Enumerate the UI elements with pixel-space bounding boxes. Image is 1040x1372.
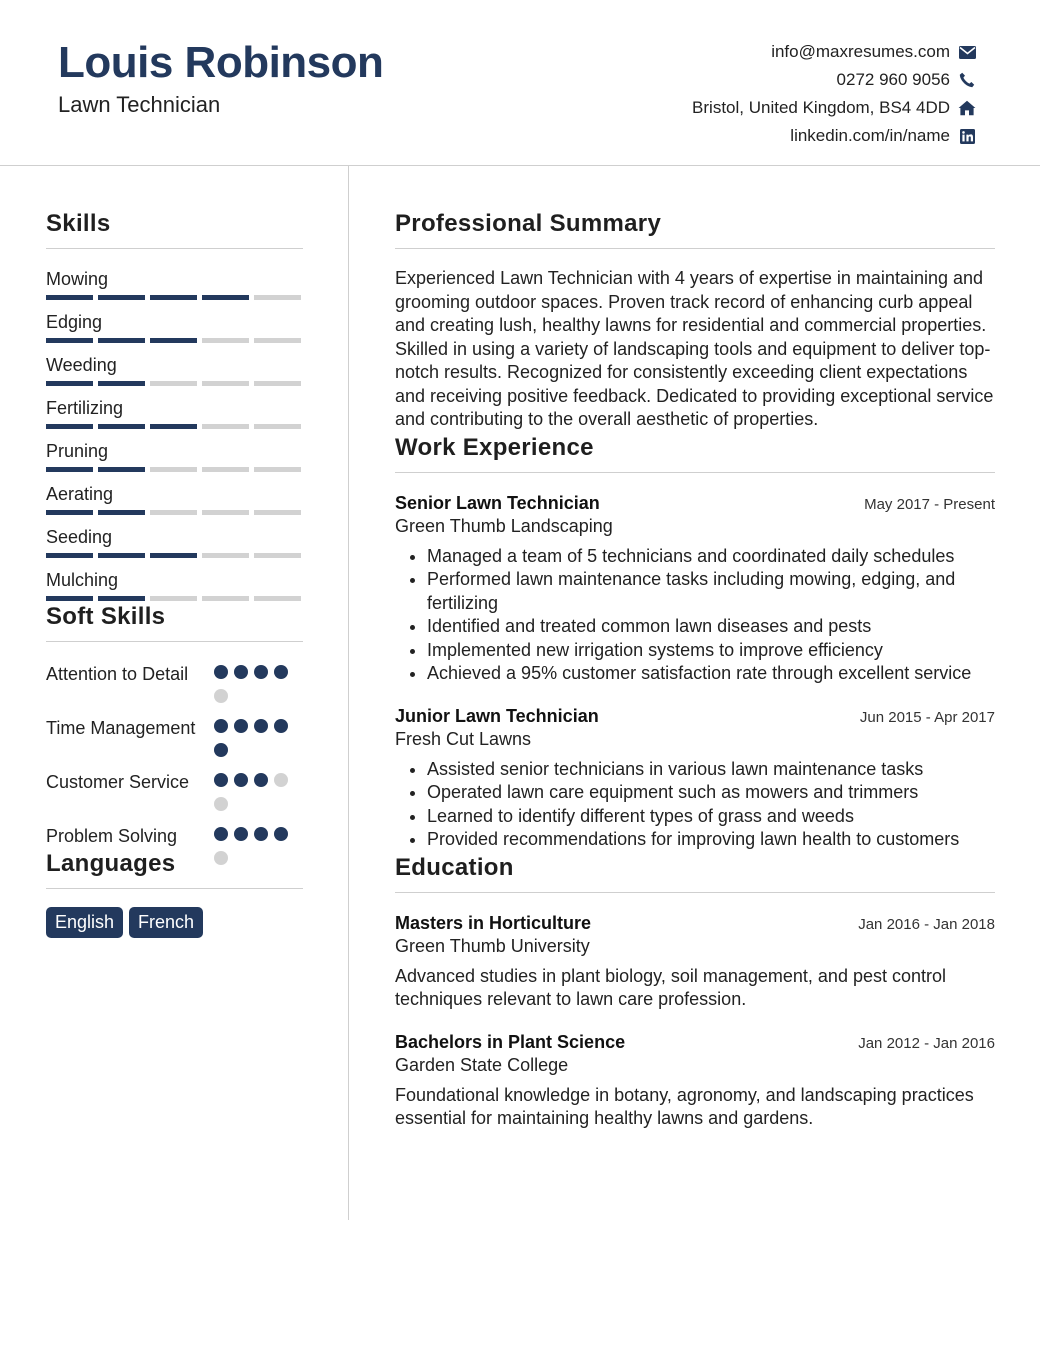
- soft-skill-item: [46, 716, 303, 770]
- skill-item: [46, 439, 303, 482]
- skill-level-bar: [46, 596, 303, 601]
- skill-item: [46, 267, 303, 310]
- skill-item: [46, 396, 303, 439]
- skill-level-segment-filled: [46, 295, 93, 300]
- skill-level-segment-filled: [46, 381, 93, 386]
- job-bullets: [395, 545, 995, 686]
- linkedin-icon: [958, 127, 976, 145]
- skill-level-bar: [46, 381, 303, 386]
- rating-dot-filled: [254, 719, 268, 733]
- rating-dot-filled: [254, 665, 268, 679]
- sidebar: [46, 210, 303, 938]
- skill-level-segment-empty: [254, 467, 301, 472]
- job-bullet: • Performed lawn maintenance tasks including mowing, edging, and fertilizing: [427, 568, 995, 615]
- skill-level-segment-empty: [254, 381, 301, 386]
- skill-name: Mulching: [46, 570, 119, 590]
- skill-level-segment-empty: [202, 596, 249, 601]
- rating-dot-filled: [234, 773, 248, 787]
- contact-linkedin-text: linkedin.com/in/name: [790, 126, 950, 145]
- job-company: Fresh Cut Lawns: [395, 728, 532, 749]
- soft-skill-rating: [214, 773, 294, 824]
- education-header: [395, 1032, 995, 1053]
- skill-level-segment-empty: [202, 424, 249, 429]
- soft-skill-name: Attention to Detail: [46, 664, 189, 684]
- skill-name: Weeding: [46, 355, 117, 375]
- job-role: Junior Lawn Technician: [395, 705, 599, 726]
- skill-item: [46, 525, 303, 568]
- education-degree: Bachelors in Plant Science: [395, 1031, 626, 1052]
- summary-heading: Professional Summary: [395, 210, 995, 249]
- soft-skill-name: Time Management: [46, 718, 196, 738]
- skill-level-bar: [46, 424, 303, 429]
- skill-level-segment-filled: [150, 295, 197, 300]
- experience-heading: Work Experience: [395, 434, 995, 473]
- skill-level-segment-empty: [202, 553, 249, 558]
- languages-heading: Languages: [46, 850, 303, 889]
- job-entry: [395, 493, 995, 686]
- resume-header: [0, 0, 1040, 166]
- job-bullet: • Provided recommendations for improving lawn health to customers: [427, 828, 995, 852]
- skill-level-segment-empty: [254, 424, 301, 429]
- skill-level-segment-filled: [46, 338, 93, 343]
- skill-level-segment-filled: [98, 381, 145, 386]
- skill-level-bar: [46, 295, 303, 300]
- contact-address-text: Bristol, United Kingdom, BS4 4DD: [692, 98, 950, 117]
- job-header: [395, 706, 995, 727]
- skill-name: Mowing: [46, 269, 109, 289]
- education-entry: [395, 1032, 995, 1131]
- education-school: Green Thumb University: [395, 935, 590, 956]
- soft-skill-rating: [214, 827, 294, 878]
- summary-text: Experienced Lawn Technician with 4 years of expertise in maintaining and grooming outdoor spaces. Proven track record of enhancing curb appeal and creating lush, healthy lawns for residential and commercial properties. Skilled in using a variety of landscaping tools and equipment to deliver top-notch results. Recognized for consistently exceeding client expectations and receiving positive feedback. Dedicated to providing exceptional service and contributing to the overall aesthetic of properties.: [395, 268, 994, 429]
- candidate-name: Louis Robinson: [58, 38, 384, 87]
- main-content: [395, 210, 995, 1131]
- skill-level-segment-filled: [98, 553, 145, 558]
- education-header: [395, 913, 995, 934]
- skill-name: Seeding: [46, 527, 113, 547]
- contact-email[interactable]: [692, 38, 976, 66]
- skill-level-segment-empty: [150, 596, 197, 601]
- skill-level-segment-empty: [202, 381, 249, 386]
- education-list: [395, 913, 995, 1131]
- rating-dot-filled: [234, 827, 248, 841]
- job-bullet: • Achieved a 95% customer satisfaction rate through excellent service: [427, 662, 995, 686]
- education-school: Garden State College: [395, 1054, 569, 1075]
- rating-dot-filled: [274, 827, 288, 841]
- experience-list: [395, 493, 995, 852]
- skills-heading: Skills: [46, 210, 303, 249]
- rating-dot-filled: [214, 743, 228, 757]
- contact-info: [692, 38, 976, 150]
- soft-skill-item: [46, 770, 303, 824]
- job-bullet: • Managed a team of 5 technicians and coordinated daily schedules: [427, 545, 995, 569]
- contact-email-text: info@maxresumes.com: [771, 42, 950, 61]
- skill-level-segment-empty: [150, 381, 197, 386]
- skill-name: Fertilizing: [46, 398, 124, 418]
- skill-level-segment-filled: [46, 467, 93, 472]
- skill-level-segment-filled: [150, 424, 197, 429]
- skill-name: Edging: [46, 312, 103, 332]
- job-company: Green Thumb Landscaping: [395, 515, 613, 536]
- job-bullet: • Operated lawn care equipment such as mowers and trimmers: [427, 781, 995, 805]
- skill-level-segment-empty: [150, 467, 197, 472]
- skill-level-segment-filled: [98, 295, 145, 300]
- rating-dot-empty: [274, 773, 288, 787]
- skill-level-bar: [46, 553, 303, 558]
- soft-skill-item: [46, 662, 303, 716]
- skill-level-segment-filled: [98, 596, 145, 601]
- rating-dot-filled: [234, 665, 248, 679]
- skill-level-segment-filled: [46, 596, 93, 601]
- job-bullet: • Learned to identify different types of grass and weeds: [427, 805, 995, 829]
- education-date: Jan 2012 - Jan 2016: [858, 1034, 995, 1052]
- job-bullet: • Assisted senior technicians in various lawn maintenance tasks: [427, 758, 995, 782]
- job-role: Senior Lawn Technician: [395, 492, 600, 513]
- skill-level-segment-filled: [46, 510, 93, 515]
- skill-level-bar: [46, 338, 303, 343]
- skill-level-segment-filled: [46, 424, 93, 429]
- skill-level-segment-empty: [202, 467, 249, 472]
- skill-item: [46, 310, 303, 353]
- candidate-title: Lawn Technician: [58, 92, 221, 117]
- envelope-icon: [958, 43, 976, 61]
- skill-level-segment-filled: [46, 553, 93, 558]
- skill-level-segment-filled: [98, 467, 145, 472]
- contact-phone[interactable]: [692, 66, 976, 94]
- rating-dot-empty: [214, 851, 228, 865]
- contact-phone-text: 0272 960 9056: [836, 70, 950, 89]
- skill-item: [46, 353, 303, 396]
- skill-level-segment-filled: [150, 338, 197, 343]
- languages-list: [46, 907, 303, 938]
- rating-dot-filled: [234, 719, 248, 733]
- phone-icon: [958, 71, 976, 89]
- skill-level-bar: [46, 467, 303, 472]
- job-bullets: [395, 758, 995, 852]
- job-date: Jun 2015 - Apr 2017: [859, 708, 995, 726]
- job-bullet: • Identified and treated common lawn diseases and pests: [427, 615, 995, 639]
- column-divider: [348, 166, 349, 1220]
- skill-level-segment-filled: [98, 510, 145, 515]
- skill-level-segment-empty: [202, 510, 249, 515]
- education-description: Advanced studies in plant biology, soil management, and pest control techniques relevant to lawn care profession.: [395, 965, 947, 1009]
- skill-level-segment-empty: [202, 338, 249, 343]
- skill-level-segment-empty: [254, 510, 301, 515]
- rating-dot-filled: [214, 827, 228, 841]
- skill-level-segment-empty: [254, 338, 301, 343]
- skill-level-segment-filled: [150, 553, 197, 558]
- skill-item: [46, 482, 303, 525]
- job-header: [395, 493, 995, 514]
- skill-level-segment-empty: [150, 510, 197, 515]
- rating-dot-filled: [214, 719, 228, 733]
- skill-name: Aerating: [46, 484, 114, 504]
- education-date: Jan 2016 - Jan 2018: [858, 915, 995, 933]
- education-degree: Masters in Horticulture: [395, 912, 592, 933]
- rating-dot-empty: [214, 797, 228, 811]
- soft-skills-list: [46, 662, 303, 878]
- rating-dot-empty: [214, 689, 228, 703]
- rating-dot-filled: [254, 773, 268, 787]
- rating-dot-filled: [214, 665, 228, 679]
- rating-dot-filled: [274, 719, 288, 733]
- language-badge: English: [46, 907, 123, 938]
- education-heading: Education: [395, 854, 995, 893]
- soft-skill-rating: [214, 719, 294, 770]
- soft-skill-rating: [214, 665, 294, 716]
- contact-address: [692, 94, 976, 122]
- soft-skill-name: Customer Service: [46, 772, 190, 792]
- skill-level-segment-filled: [202, 295, 249, 300]
- soft-skill-name: Problem Solving: [46, 826, 178, 846]
- language-badge: French: [129, 907, 203, 938]
- skill-level-segment-filled: [98, 338, 145, 343]
- job-entry: [395, 706, 995, 852]
- contact-linkedin[interactable]: [692, 122, 976, 150]
- skill-level-segment-filled: [98, 424, 145, 429]
- rating-dot-filled: [214, 773, 228, 787]
- job-date: May 2017 - Present: [864, 495, 995, 513]
- skill-name: Pruning: [46, 441, 109, 461]
- skill-level-segment-empty: [254, 596, 301, 601]
- skill-level-segment-empty: [254, 295, 301, 300]
- rating-dot-filled: [274, 665, 288, 679]
- rating-dot-filled: [254, 827, 268, 841]
- skill-level-bar: [46, 510, 303, 515]
- skill-level-segment-empty: [254, 553, 301, 558]
- home-icon: [958, 99, 976, 117]
- education-entry: [395, 913, 995, 1012]
- education-description: Foundational knowledge in botany, agronomy, and landscaping practices essential for maintaining healthy lawns and gardens.: [395, 1084, 974, 1128]
- soft-skills-heading: Soft Skills: [46, 603, 303, 642]
- job-bullet: • Implemented new irrigation systems to improve efficiency: [427, 639, 995, 663]
- skills-list: [46, 267, 303, 611]
